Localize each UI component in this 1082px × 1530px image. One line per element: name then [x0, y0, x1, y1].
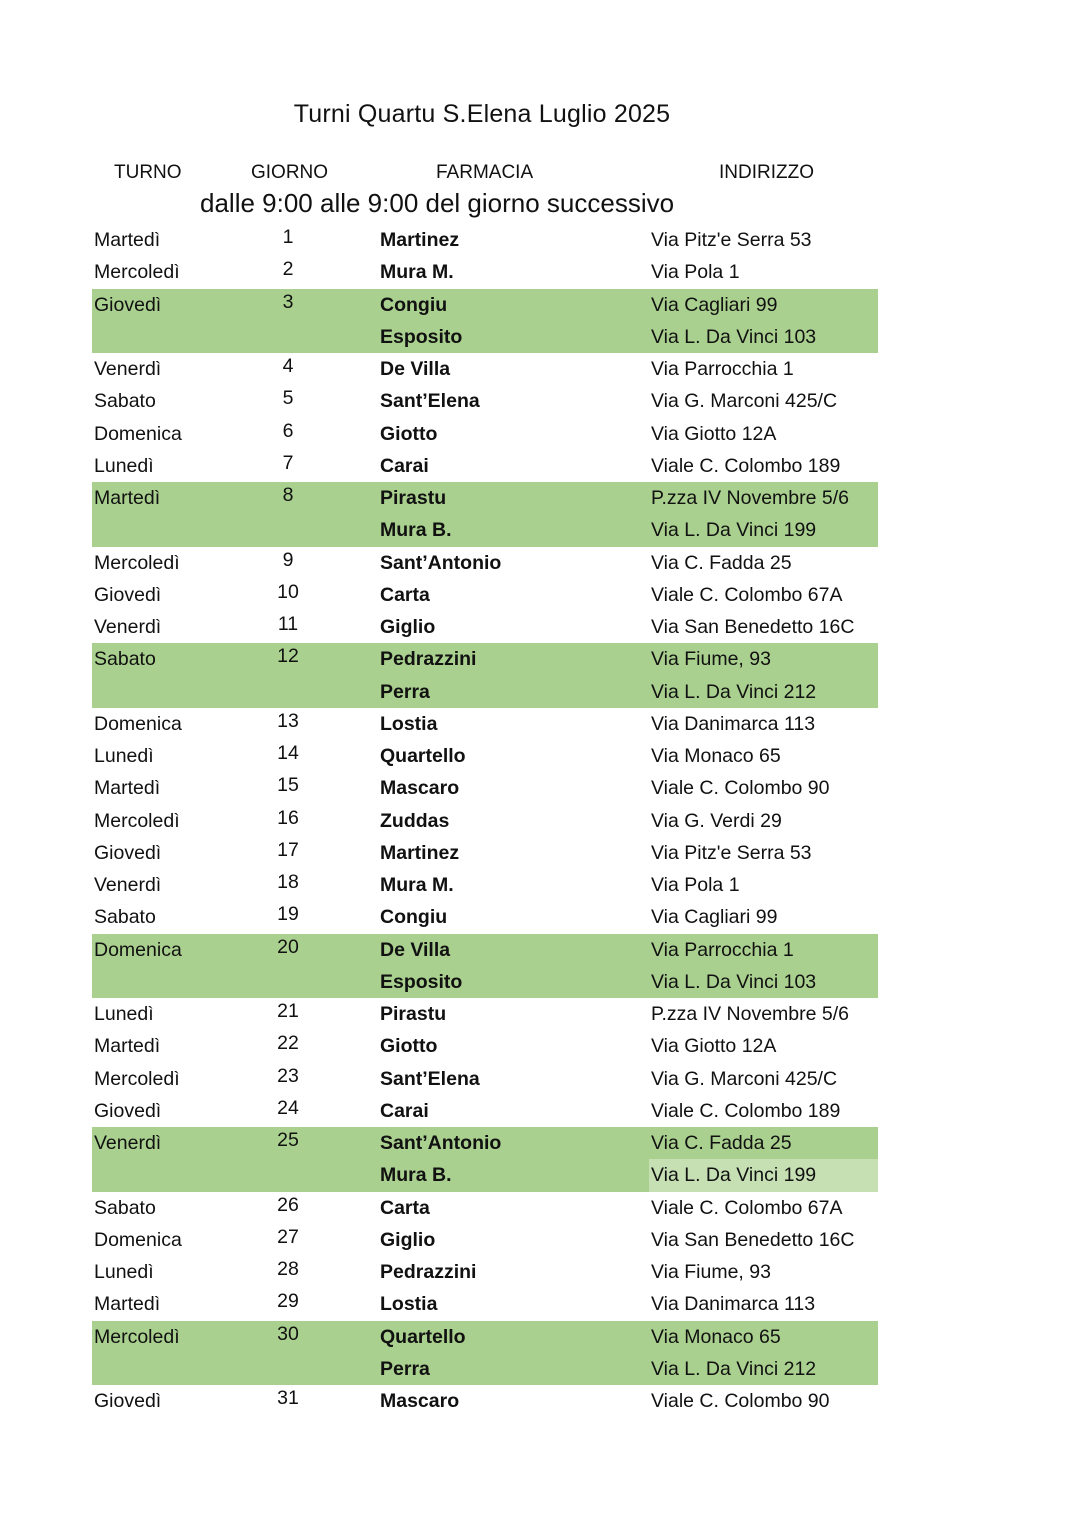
address-cell: Via Pola 1 — [651, 261, 740, 284]
day-cell: Domenica — [94, 938, 182, 961]
pharmacy-name-cell: Carai — [380, 454, 429, 477]
pharmacy-name-cell: Pirastu — [380, 487, 447, 509]
table-row — [92, 482, 878, 514]
address-cell: Via Danimarca 113 — [651, 1293, 816, 1316]
date-number-cell: 20 — [277, 935, 299, 958]
date-number-cell: 10 — [277, 580, 299, 603]
address-cell: Via L. Da Vinci 103 — [651, 325, 817, 348]
schedule-hours-subtitle: dalle 9:00 alle 9:00 del giorno successivo — [200, 188, 675, 218]
address-cell: Viale C. Colombo 189 — [651, 1099, 841, 1122]
date-number-cell: 31 — [277, 1387, 299, 1409]
date-number-cell: 24 — [277, 1096, 299, 1119]
table-row — [92, 1353, 878, 1385]
table-row — [92, 547, 878, 579]
date-number-cell: 27 — [277, 1225, 299, 1248]
date-number-cell: 7 — [282, 451, 294, 474]
address-cell: Viale C. Colombo 189 — [651, 454, 841, 477]
day-cell: Giovedì — [94, 1390, 162, 1412]
date-number-cell: 26 — [277, 1193, 299, 1216]
header-giorno: GIORNO — [251, 162, 329, 183]
pharmacy-name-cell: Mascaro — [380, 1390, 460, 1412]
pharmacy-name-cell: Carai — [380, 1099, 429, 1122]
table-row — [92, 1224, 878, 1256]
day-cell: Venerdì — [94, 1132, 162, 1154]
address-cell: Via L. Da Vinci 199 — [651, 1164, 817, 1187]
table-row — [92, 708, 878, 740]
address-cell: Viale C. Colombo 90 — [651, 1390, 830, 1412]
table-row — [92, 450, 878, 482]
pharmacy-name-cell: Quartello — [380, 745, 466, 767]
table-row — [92, 869, 878, 901]
pharmacy-name-cell: Sant’Antonio — [380, 551, 502, 574]
day-cell: Domenica — [94, 422, 182, 445]
address-cell: Via Danimarca 113 — [651, 712, 816, 735]
table-row — [92, 289, 878, 321]
pharmacy-name-cell: Mura B. — [380, 1164, 452, 1187]
pharmacy-name-cell: Quartello — [380, 1325, 466, 1348]
pharmacy-name-cell: Congiu — [380, 293, 448, 316]
day-cell: Domenica — [94, 1228, 182, 1251]
day-cell: Giovedì — [94, 293, 162, 316]
pharmacy-name-cell: Martinez — [380, 229, 460, 251]
address-cell: Via Pola 1 — [651, 874, 740, 896]
address-cell: Via Monaco 65 — [651, 745, 781, 767]
day-cell: Venerdì — [94, 616, 162, 638]
date-number-cell: 1 — [282, 226, 294, 248]
date-number-cell: 8 — [282, 484, 294, 506]
address-cell: Via G. Marconi 425/C — [651, 390, 838, 413]
day-cell: Sabato — [94, 390, 156, 413]
date-number-cell: 19 — [277, 903, 299, 926]
pharmacy-name-cell: Mura M. — [380, 874, 454, 896]
address-cell: Via Cagliari 99 — [651, 906, 778, 929]
date-number-cell: 17 — [277, 838, 299, 861]
table-row — [92, 643, 878, 675]
table-row — [92, 1256, 878, 1288]
pharmacy-name-cell: De Villa — [380, 358, 451, 380]
day-cell: Martedì — [94, 1035, 161, 1058]
pharmacy-name-cell: Mascaro — [380, 777, 460, 800]
pharmacy-name-cell: Esposito — [380, 325, 463, 348]
date-number-cell: 9 — [282, 548, 294, 571]
day-cell: Martedì — [94, 777, 161, 800]
pharmacy-name-cell: Sant’Antonio — [380, 1132, 502, 1154]
date-number-cell: 22 — [277, 1032, 299, 1055]
address-cell: Via San Benedetto 16C — [651, 616, 855, 638]
day-cell: Martedì — [94, 487, 161, 509]
address-cell: Via L. Da Vinci 199 — [651, 519, 817, 542]
day-cell: Venerdì — [94, 874, 162, 896]
pharmacy-name-cell: Giotto — [380, 422, 438, 445]
day-cell: Mercoledì — [94, 1067, 180, 1090]
table-row — [92, 514, 878, 546]
date-number-cell: 21 — [277, 1000, 299, 1022]
day-cell: Lunedì — [94, 1003, 154, 1025]
date-number-cell: 4 — [282, 355, 294, 377]
day-cell: Venerdì — [94, 358, 162, 380]
address-cell: P.zza IV Novembre 5/6 — [651, 487, 849, 509]
day-cell: Martedì — [94, 229, 161, 251]
pharmacy-name-cell: Martinez — [380, 841, 460, 864]
address-cell: Via C. Fadda 25 — [651, 551, 792, 574]
table-row — [92, 998, 878, 1030]
header-turno: TURNO — [114, 162, 182, 183]
pharmacy-name-cell: Lostia — [380, 712, 438, 735]
day-cell: Giovedì — [94, 841, 162, 864]
date-number-cell: 15 — [277, 774, 299, 797]
pharmacy-name-cell: Perra — [380, 680, 430, 703]
date-number-cell: 11 — [277, 613, 299, 635]
address-cell: Via San Benedetto 16C — [651, 1228, 855, 1251]
table-row — [92, 1192, 878, 1224]
table-row — [92, 1030, 878, 1062]
day-cell: Lunedì — [94, 745, 154, 767]
table-row — [92, 901, 878, 933]
date-number-cell: 13 — [277, 709, 299, 732]
pharmacy-name-cell: Pirastu — [380, 1003, 447, 1025]
address-cell: Via Giotto 12A — [651, 1035, 777, 1058]
address-cell: Via Monaco 65 — [651, 1325, 781, 1348]
table-row — [92, 224, 878, 256]
date-number-cell: 16 — [277, 806, 299, 829]
table-row — [92, 256, 878, 288]
table-row — [92, 611, 878, 643]
date-number-cell: 3 — [282, 290, 294, 313]
day-cell: Mercoledì — [94, 261, 180, 284]
day-cell: Giovedì — [94, 583, 162, 606]
date-number-cell: 29 — [277, 1290, 299, 1313]
pharmacy-name-cell: Mura B. — [380, 519, 452, 542]
table-row — [92, 1385, 878, 1417]
table-row — [92, 1288, 878, 1320]
address-cell: Viale C. Colombo 67A — [651, 1196, 843, 1219]
pharmacy-name-cell: Giglio — [380, 616, 436, 638]
table-row — [92, 966, 878, 998]
address-cell: Via Fiume, 93 — [651, 648, 771, 671]
address-cell: Via Parrocchia 1 — [651, 358, 794, 380]
table-row — [92, 934, 878, 966]
day-cell: Sabato — [94, 906, 156, 929]
pharmacy-name-cell: Zuddas — [380, 809, 450, 832]
pharmacy-name-cell: Carta — [380, 583, 430, 606]
day-cell: Sabato — [94, 648, 156, 671]
pharmacy-name-cell: Giglio — [380, 1228, 436, 1251]
address-cell: Viale C. Colombo 67A — [651, 583, 843, 606]
address-cell: Via Pitz'e Serra 53 — [651, 841, 812, 864]
page-title: Turni Quartu S.Elena Luglio 2025 — [293, 100, 671, 128]
date-number-cell: 12 — [277, 645, 299, 668]
day-cell: Mercoledì — [94, 809, 180, 832]
pharmacy-name-cell: Mura M. — [380, 261, 454, 284]
pharmacy-name-cell: De Villa — [380, 938, 451, 961]
day-cell: Lunedì — [94, 454, 154, 477]
day-cell: Lunedì — [94, 1261, 154, 1283]
address-cell: Via C. Fadda 25 — [651, 1132, 792, 1154]
table-row — [92, 1063, 878, 1095]
date-number-cell: 30 — [277, 1322, 299, 1345]
address-cell: Via L. Da Vinci 212 — [651, 1357, 817, 1380]
address-cell: Via G. Marconi 425/C — [651, 1067, 838, 1090]
table-row — [92, 1127, 878, 1159]
address-cell: Via L. Da Vinci 212 — [651, 680, 817, 703]
date-number-cell: 14 — [277, 742, 299, 764]
pharmacy-schedule-table — [92, 224, 878, 1417]
pharmacy-name-cell: Esposito — [380, 970, 463, 993]
pharmacy-name-cell: Pedrazzini — [380, 648, 477, 671]
pharmacy-name-cell: Sant’Elena — [380, 1067, 480, 1090]
address-cell: Via Giotto 12A — [651, 422, 777, 445]
table-row — [92, 418, 878, 450]
address-cell: P.zza IV Novembre 5/6 — [651, 1003, 849, 1025]
date-number-cell: 5 — [282, 387, 294, 410]
header-farmacia: FARMACIA — [436, 162, 534, 183]
day-cell: Sabato — [94, 1196, 156, 1219]
table-row — [92, 772, 878, 804]
table-row — [92, 837, 878, 869]
address-cell: Viale C. Colombo 90 — [651, 777, 830, 800]
pharmacy-name-cell: Lostia — [380, 1293, 438, 1316]
date-number-cell: 6 — [282, 419, 294, 442]
date-number-cell: 23 — [277, 1064, 299, 1087]
date-number-cell: 25 — [277, 1129, 299, 1151]
table-row — [92, 353, 878, 385]
pharmacy-name-cell: Congiu — [380, 906, 448, 929]
table-row — [92, 579, 878, 611]
pharmacy-name-cell: Giotto — [380, 1035, 438, 1058]
address-cell: Via Pitz'e Serra 53 — [651, 229, 812, 251]
date-number-cell: 18 — [277, 871, 299, 893]
pharmacy-name-cell: Pedrazzini — [380, 1261, 477, 1283]
table-row — [92, 1095, 878, 1127]
table-row — [92, 1159, 878, 1191]
address-cell: Via Fiume, 93 — [651, 1261, 771, 1283]
address-cell: Via G. Verdi 29 — [651, 809, 782, 832]
table-row — [92, 740, 878, 772]
day-cell: Giovedì — [94, 1099, 162, 1122]
address-cell: Via Parrocchia 1 — [651, 938, 794, 961]
address-cell: Via L. Da Vinci 103 — [651, 970, 817, 993]
day-cell: Mercoledì — [94, 1325, 180, 1348]
table-row — [92, 1321, 878, 1353]
table-row — [92, 385, 878, 417]
header-indirizzo: INDIRIZZO — [719, 162, 814, 183]
date-number-cell: 28 — [277, 1258, 299, 1280]
table-row — [92, 676, 878, 708]
table-row — [92, 805, 878, 837]
day-cell: Mercoledì — [94, 551, 180, 574]
address-cell: Via Cagliari 99 — [651, 293, 778, 316]
pharmacy-name-cell: Perra — [380, 1357, 430, 1380]
pharmacy-name-cell: Sant’Elena — [380, 390, 480, 413]
table-row — [92, 321, 878, 353]
day-cell: Domenica — [94, 712, 182, 735]
pharmacy-name-cell: Carta — [380, 1196, 430, 1219]
date-number-cell: 2 — [282, 258, 294, 281]
day-cell: Martedì — [94, 1293, 161, 1316]
